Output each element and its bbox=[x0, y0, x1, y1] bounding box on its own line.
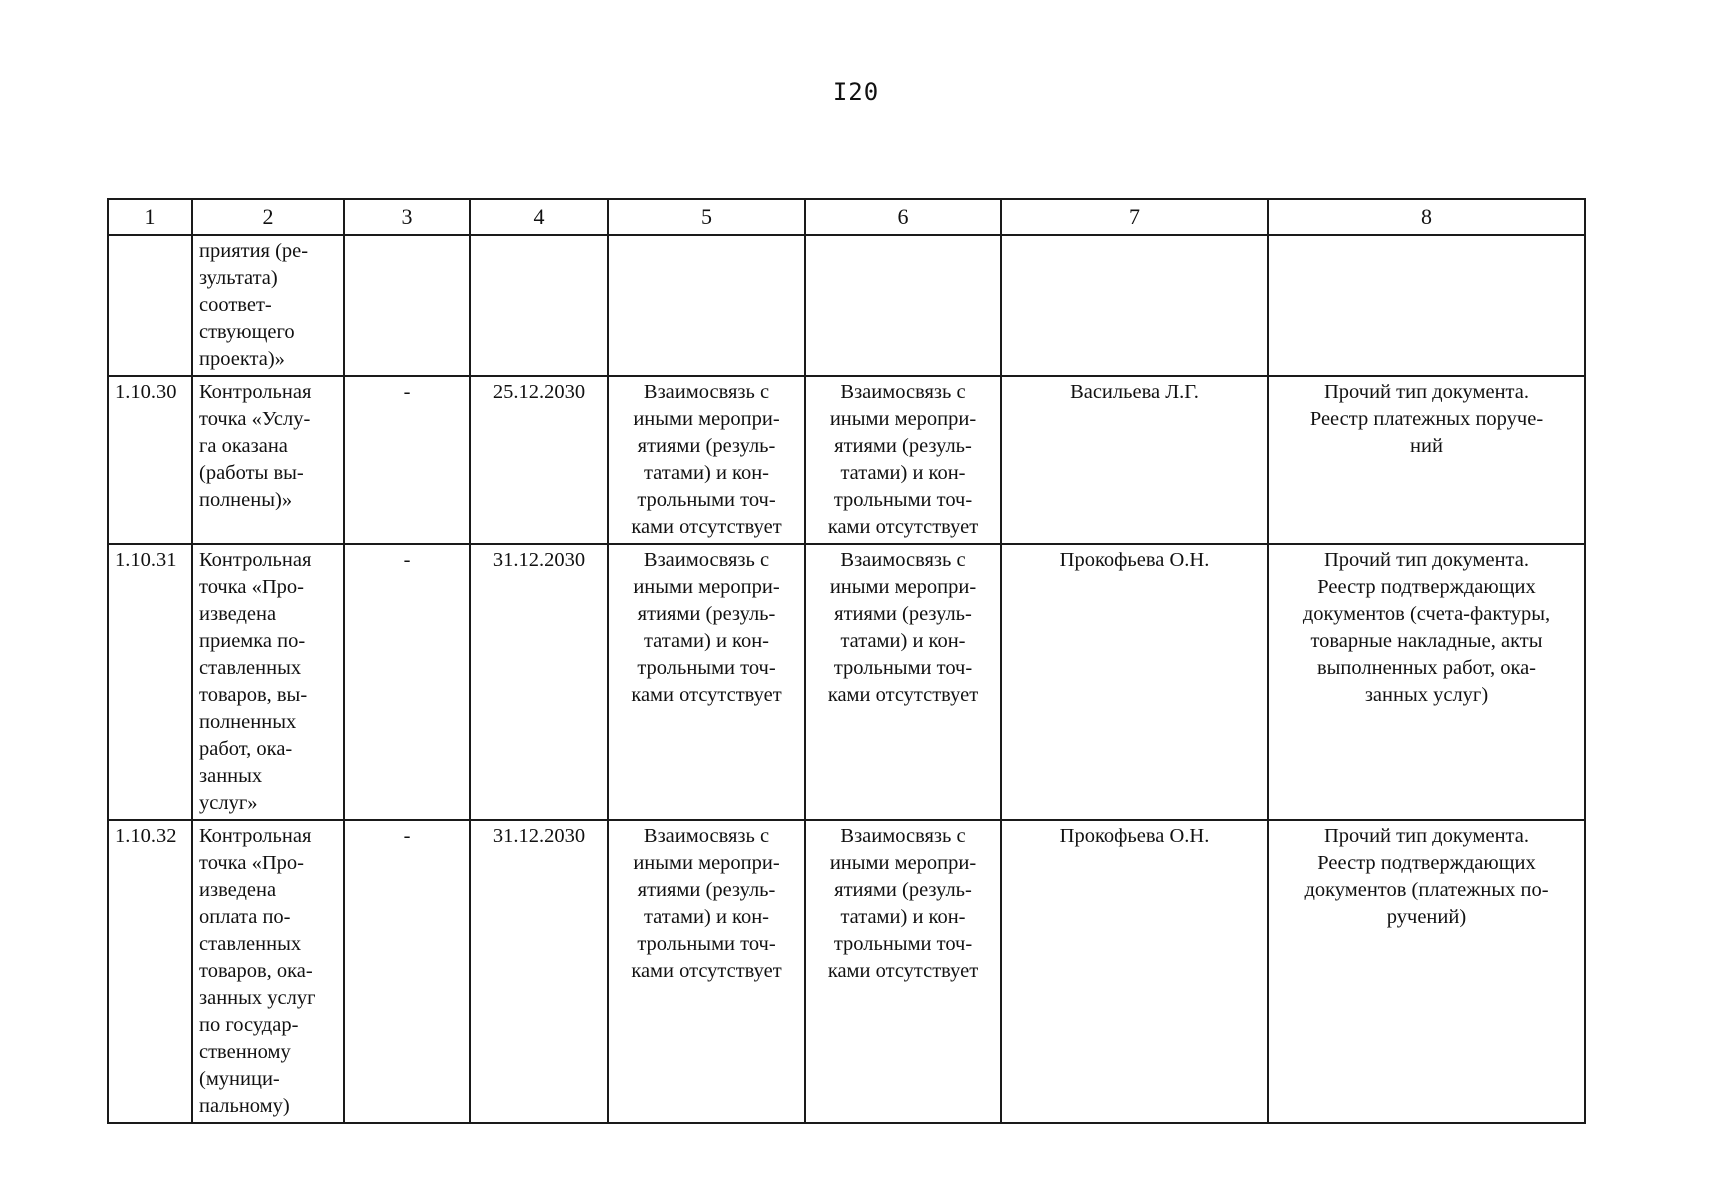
text-line: татами) и кон- bbox=[840, 630, 966, 652]
cell-date bbox=[470, 235, 608, 376]
text-line: ственному bbox=[199, 1041, 291, 1063]
text-line: (муници- bbox=[199, 1068, 280, 1090]
text-line: иными меропри- bbox=[829, 408, 977, 430]
text-line: занных услуг bbox=[199, 987, 316, 1009]
text-line: Прочий тип документа. bbox=[1324, 381, 1529, 403]
cell-col5 bbox=[608, 235, 805, 376]
cell-responsible: Прокофьева О.Н. bbox=[1001, 544, 1268, 820]
text-line: документов (платежных по- bbox=[1304, 879, 1549, 901]
cell-col6 bbox=[805, 235, 1001, 376]
cell-col6 bbox=[805, 820, 1001, 1123]
text-line: Контрольная bbox=[199, 825, 312, 847]
cell-id: 1.10.30 bbox=[108, 376, 192, 544]
cell-col6 bbox=[805, 544, 1001, 820]
text-line: Взаимосвязь с bbox=[840, 381, 966, 403]
text-line: ками отсутствует bbox=[631, 684, 782, 706]
text-line: татами) и кон- bbox=[643, 630, 770, 652]
text-line: Прочий тип документа. bbox=[1324, 549, 1529, 571]
cell-description bbox=[192, 820, 344, 1123]
cell-description bbox=[192, 376, 344, 544]
text-line: Реестр подтверждающих bbox=[1317, 576, 1536, 598]
text-line: проекта)» bbox=[199, 348, 285, 370]
text-line: Реестр платежных поруче- bbox=[1309, 408, 1544, 430]
cell-description bbox=[192, 544, 344, 820]
text-line: трольными точ- bbox=[833, 933, 973, 955]
text-line: выполненных работ, ока- bbox=[1316, 657, 1537, 679]
text-line: трольными точ- bbox=[637, 657, 776, 679]
text-line: соответ- bbox=[199, 294, 272, 316]
cell-col5 bbox=[608, 376, 805, 544]
cell-date: 25.12.2030 bbox=[470, 376, 608, 544]
text-line: (работы вы- bbox=[199, 462, 304, 484]
text-line: точка «Про- bbox=[199, 576, 304, 598]
cell-responsible bbox=[1001, 235, 1268, 376]
text-line: изведена bbox=[199, 603, 277, 625]
column-header: 6 bbox=[805, 199, 1001, 235]
text-line: трольными точ- bbox=[833, 657, 973, 679]
control-points-table bbox=[107, 198, 1586, 1124]
text-line: иными меропри- bbox=[829, 576, 977, 598]
column-header: 7 bbox=[1001, 199, 1268, 235]
cell-responsible: Васильева Л.Г. bbox=[1001, 376, 1268, 544]
text-line: оплата по- bbox=[199, 906, 291, 928]
text-line: приемка по- bbox=[199, 630, 306, 652]
text-line: ний bbox=[1410, 435, 1443, 457]
cell-col3 bbox=[344, 235, 470, 376]
text-line: ятиями (резуль- bbox=[834, 435, 972, 457]
text-line: ками отсутствует bbox=[631, 516, 782, 538]
text-line: ставленных bbox=[199, 657, 302, 679]
cell-col3: - bbox=[344, 376, 470, 544]
text-line: полнены)» bbox=[199, 489, 293, 511]
text-line: трольными точ- bbox=[833, 489, 973, 511]
text-line: татами) и кон- bbox=[643, 462, 770, 484]
cell-id bbox=[108, 235, 192, 376]
text-line: ствующего bbox=[199, 321, 295, 343]
text-line: ятиями (резуль- bbox=[637, 435, 776, 457]
cell-col6 bbox=[805, 376, 1001, 544]
cell-document bbox=[1268, 820, 1585, 1123]
text-line: ручений) bbox=[1386, 906, 1467, 928]
column-header: 1 bbox=[108, 199, 192, 235]
text-line: занных bbox=[199, 765, 263, 787]
text-line: точка «Про- bbox=[199, 852, 304, 874]
column-header: 8 bbox=[1268, 199, 1585, 235]
text-line: точка «Услу- bbox=[199, 408, 311, 430]
cell-col5 bbox=[608, 820, 805, 1123]
text-line: Взаимосвязь с bbox=[643, 381, 770, 403]
text-line: приятия (ре- bbox=[199, 240, 309, 262]
text-line: татами) и кон- bbox=[840, 462, 966, 484]
text-line: изведена bbox=[199, 879, 277, 901]
text-line: ятиями (резуль- bbox=[834, 879, 972, 901]
text-line: трольными точ- bbox=[637, 933, 776, 955]
text-line: иными меропри- bbox=[829, 852, 977, 874]
text-line: Прочий тип документа. bbox=[1324, 825, 1529, 847]
text-line: ками отсутствует bbox=[827, 684, 979, 706]
text-line: занных услуг) bbox=[1364, 684, 1489, 706]
text-line: татами) и кон- bbox=[840, 906, 966, 928]
text-line: Взаимосвязь с bbox=[643, 549, 770, 571]
column-header: 3 bbox=[344, 199, 470, 235]
column-header: 5 bbox=[608, 199, 805, 235]
text-line: работ, ока- bbox=[199, 738, 293, 760]
text-line: ками отсутствует bbox=[631, 960, 782, 982]
text-line: зультата) bbox=[199, 267, 278, 289]
text-line: полненных bbox=[199, 711, 297, 733]
cell-date: 31.12.2030 bbox=[470, 820, 608, 1123]
column-header: 4 bbox=[470, 199, 608, 235]
text-line: пальному) bbox=[199, 1095, 290, 1117]
cell-document bbox=[1268, 376, 1585, 544]
text-line: Взаимосвязь с bbox=[840, 549, 966, 571]
text-line: ками отсутствует bbox=[827, 960, 979, 982]
text-line: иными меропри- bbox=[633, 852, 780, 874]
text-line: Контрольная bbox=[199, 381, 312, 403]
text-line: Реестр подтверждающих bbox=[1317, 852, 1536, 874]
header-row bbox=[108, 199, 1585, 235]
table-row bbox=[108, 544, 1585, 820]
page-number: I20 bbox=[832, 78, 880, 106]
text-line: по государ- bbox=[199, 1014, 299, 1036]
text-line: ками отсутствует bbox=[827, 516, 979, 538]
text-line: Взаимосвязь с bbox=[643, 825, 770, 847]
table-row-continuation bbox=[108, 235, 1585, 376]
text-line: татами) и кон- bbox=[643, 906, 770, 928]
text-line: ятиями (резуль- bbox=[834, 603, 972, 625]
text-line: ятиями (резуль- bbox=[637, 603, 776, 625]
cell-description bbox=[192, 235, 344, 376]
table-row bbox=[108, 820, 1585, 1123]
text-line: ятиями (резуль- bbox=[637, 879, 776, 901]
text-line: трольными точ- bbox=[637, 489, 776, 511]
text-line: услуг» bbox=[199, 792, 258, 814]
cell-document bbox=[1268, 544, 1585, 820]
text-line: документов (счета-фактуры, bbox=[1302, 603, 1551, 625]
cell-col3: - bbox=[344, 544, 470, 820]
text-line: товаров, вы- bbox=[199, 684, 308, 706]
cell-document bbox=[1268, 235, 1585, 376]
table-row bbox=[108, 376, 1585, 544]
cell-col5 bbox=[608, 544, 805, 820]
text-line: товарные накладные, акты bbox=[1310, 630, 1543, 652]
cell-id: 1.10.32 bbox=[108, 820, 192, 1123]
text-line: Взаимосвязь с bbox=[840, 825, 966, 847]
text-line: га оказана bbox=[199, 435, 288, 457]
cell-id: 1.10.31 bbox=[108, 544, 192, 820]
text-line: Контрольная bbox=[199, 549, 312, 571]
cell-col3: - bbox=[344, 820, 470, 1123]
text-line: иными меропри- bbox=[633, 408, 780, 430]
cell-responsible: Прокофьева О.Н. bbox=[1001, 820, 1268, 1123]
text-line: товаров, ока- bbox=[199, 960, 313, 982]
text-line: ставленных bbox=[199, 933, 302, 955]
cell-date: 31.12.2030 bbox=[470, 544, 608, 820]
text-line: иными меропри- bbox=[633, 576, 780, 598]
column-header: 2 bbox=[192, 199, 344, 235]
